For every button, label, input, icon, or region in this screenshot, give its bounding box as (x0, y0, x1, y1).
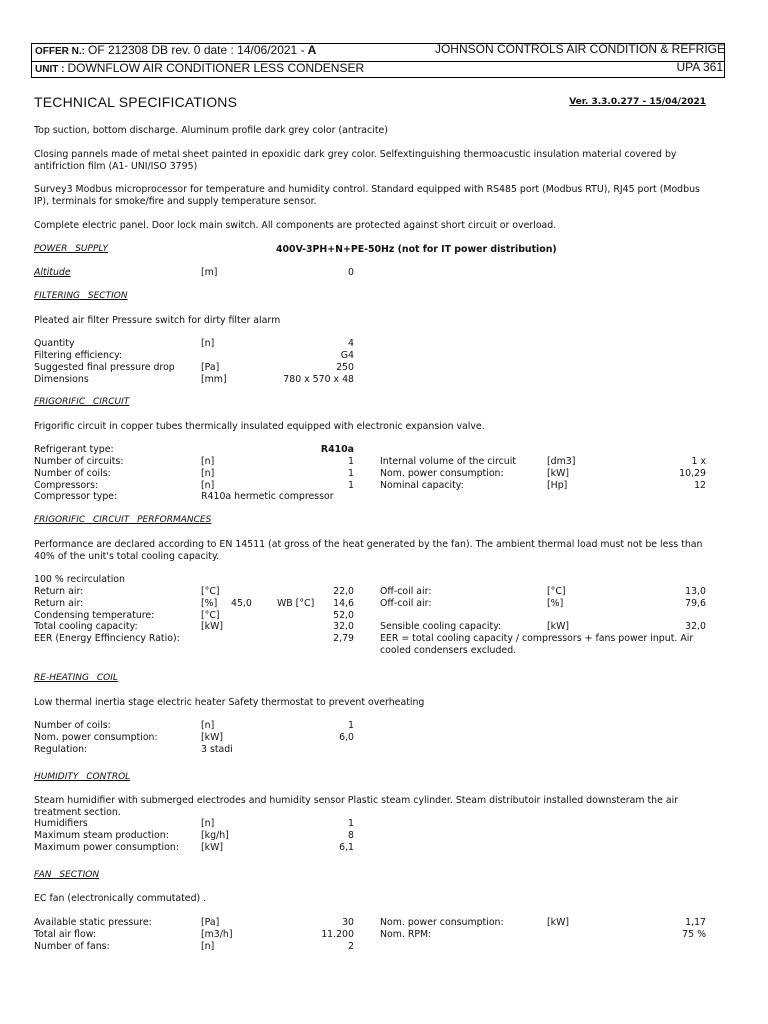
spec-label: Total cooling capacity: (34, 621, 138, 632)
eer-note: EER = total cooling capacity / compressors + fans power input. Air cooled condensers excluded. (380, 633, 694, 656)
section-filtering: FILTERING SECTION (34, 291, 128, 301)
spec-label: Regulation: (34, 744, 88, 755)
spec-unit: [kW] (547, 468, 570, 479)
spec-value: 32,0 (685, 621, 706, 632)
spec-value: 79,6 (685, 598, 706, 609)
spec-value: 1 (348, 456, 354, 467)
spec-unit: [n] (201, 480, 215, 491)
spec-label: Condensing temperature: (34, 610, 155, 621)
spec-unit: [Pa] (201, 362, 220, 373)
spec-label: Nominal capacity: (380, 480, 464, 491)
spec-label: Humidifiers (34, 818, 88, 829)
spec-value: 75 % (682, 929, 706, 940)
spec-unit: [n] (201, 941, 215, 952)
spec-unit: [kW] (547, 621, 570, 632)
spec-unit: [%] (201, 598, 218, 609)
spec-value: 30 (342, 917, 354, 928)
spec-value: 6,0 (339, 732, 354, 743)
wet-bulb-unit: WB [°C] (277, 598, 315, 609)
humidity-description: Steam humidifier with submerged electrodes and humidity sensor Plastic steam cylinder. Steam distributoir installed downsteram the air treatment section. (34, 795, 679, 818)
power-supply-value: 400V-3PH+N+PE-50Hz (not for IT power distribution) (276, 244, 557, 255)
spec-value: 250 (336, 362, 354, 373)
spec-label: Refrigerant type: (34, 444, 114, 455)
spec-label: Nom. power consumption: (380, 917, 504, 928)
spec-unit: [n] (201, 720, 215, 731)
spec-value: 10,29 (679, 468, 706, 479)
spec-unit: [dm3] (547, 456, 576, 467)
spec-unit: [kW] (201, 732, 224, 743)
spec-label: Number of circuits: (34, 456, 124, 467)
return-air-humidity: 45,0 (231, 598, 252, 609)
intro-paragraph: Closing pannels made of metal sheet painted in epoxidic dark grey color. Selfextinguishing thermoacustic insulation material covered by antifriction film (A1- UNI/ISO 3795) (34, 149, 677, 172)
section-reheating-coil: RE-HEATING COIL (34, 673, 118, 683)
section-performances: FRIGORIFIC CIRCUIT PERFORMANCES (34, 515, 212, 525)
spec-label: Compressors: (34, 480, 99, 491)
filtering-description: Pleated air filter Pressure switch for dirty filter alarm (34, 315, 281, 326)
spec-label: Return air: (34, 598, 84, 609)
spec-label: Available static pressure: (34, 917, 152, 928)
spec-label: Off-coil air: (380, 598, 432, 609)
spec-value: 6,1 (339, 842, 354, 853)
frigorific-description: Frigorific circuit in copper tubes thermically insulated equipped with electronic expansion valve. (34, 421, 485, 432)
spec-unit: [%] (547, 598, 564, 609)
spec-unit: [n] (201, 456, 215, 467)
altitude-label: Altitude (34, 267, 71, 278)
spec-label: Maximum power consumption: (34, 842, 179, 853)
altitude-unit: [m] (201, 267, 218, 278)
spec-unit: [kW] (547, 917, 570, 928)
spec-value: G4 (340, 350, 354, 361)
offer-value: OF 212308 DB rev. 0 date : 14/06/2021 - (87, 43, 305, 57)
spec-label: Off-coil air: (380, 586, 432, 597)
spec-value: 52,0 (333, 610, 354, 621)
offer-line (35, 45, 316, 58)
spec-value: 22,0 (333, 586, 354, 597)
spec-unit: [m3/h] (201, 929, 233, 940)
page-title: TECHNICAL SPECIFICATIONS (34, 94, 238, 110)
spec-value: 14,6 (333, 598, 354, 609)
spec-label: Number of coils: (34, 720, 111, 731)
spec-value: 1 (348, 818, 354, 829)
company-name: JOHNSON CONTROLS AIR CONDITION & REFRIGE (434, 42, 725, 56)
spec-label: Nom. power consumption: (34, 732, 158, 743)
section-frigorific-circuit: FRIGORIFIC CIRCUIT (34, 397, 130, 407)
performances-description: Performance are declared according to EN 14511 (at gross of the heat generated by the fan). The ambient thermal load must not be less than 40% of the unit's total cooling capacity. (34, 539, 703, 562)
spec-value: 1 x (691, 456, 706, 467)
version-label: Ver. 3.3.0.277 - 15/04/2021 (569, 97, 706, 107)
spec-unit: [n] (201, 468, 215, 479)
model-name: UPA 361 (676, 60, 723, 74)
spec-label: Number of coils: (34, 468, 111, 479)
spec-label: Internal volume of the circuit (380, 456, 516, 467)
intro-paragraph: Complete electric panel. Door lock main switch. All components are protected against short circuit or overload. (34, 220, 557, 231)
spec-unit: [°C] (201, 610, 220, 621)
spec-unit: [n] (201, 818, 215, 829)
spec-value: 780 x 570 x 48 (283, 374, 354, 385)
unit-label: UNIT : (35, 64, 65, 75)
intro-paragraph: Top suction, bottom discharge. Aluminum profile dark grey color (antracite) (34, 125, 388, 136)
section-fan: FAN SECTION (34, 870, 100, 880)
spec-unit: [mm] (201, 374, 227, 385)
fan-description: EC fan (electronically commutated) . (34, 893, 207, 904)
refrigerant-value: R410a (320, 444, 354, 455)
spec-label: Filtering efficiency: (34, 350, 123, 361)
compressor-type-value: R410a hermetic compressor (201, 491, 334, 502)
spec-value: 1 (348, 468, 354, 479)
unit-value: DOWNFLOW AIR CONDITIONER LESS CONDENSER (67, 61, 365, 75)
spec-value: 1,17 (685, 917, 706, 928)
spec-unit: [Pa] (201, 917, 220, 928)
spec-unit: [°C] (547, 586, 566, 597)
spec-label: Suggested final pressure drop (34, 362, 175, 373)
spec-label: EER (Energy Effinciency Ratio): (34, 633, 180, 644)
section-power-supply: POWER SUPPLY (34, 244, 109, 254)
spec-value: 4 (348, 338, 354, 349)
regulation-value: 3 stadi (201, 744, 233, 755)
section-humidity-control: HUMIDITY CONTROL (34, 772, 131, 782)
spec-value: 1 (348, 720, 354, 731)
spec-unit: [°C] (201, 586, 220, 597)
spec-unit: [Hp] (547, 480, 568, 491)
spec-unit: [kW] (201, 842, 224, 853)
spec-unit: [n] (201, 338, 215, 349)
reheating-description: Low thermal inertia stage electric heater Safety thermostat to prevent overheating (34, 697, 425, 708)
spec-label: Maximum steam production: (34, 830, 169, 841)
spec-label: Number of fans: (34, 941, 110, 952)
spec-value: 13,0 (685, 586, 706, 597)
spec-value: 1 (348, 480, 354, 491)
spec-label: Nom. power consumption: (380, 468, 504, 479)
spec-value: 12 (694, 480, 706, 491)
spec-label: Quantity (34, 338, 75, 349)
spec-unit: [kg/h] (201, 830, 229, 841)
spec-value: 2 (348, 941, 354, 952)
offer-revision: A (307, 43, 317, 57)
spec-label: Dimensions (34, 374, 89, 385)
recirculation-label: 100 % recirculation (34, 574, 125, 585)
spec-label: Compressor type: (34, 491, 118, 502)
spec-unit: [kW] (201, 621, 224, 632)
spec-value: 8 (348, 830, 354, 841)
intro-paragraph: Survey3 Modbus microprocessor for temperature and humidity control. Standard equipped with RS485 port (Modbus RTU), RJ45 port (Modbus IP), terminals for smoke/fire and supply temperature sensor. (34, 184, 700, 207)
spec-value: 11.200 (321, 929, 354, 940)
spec-value: 2,79 (333, 633, 354, 644)
spec-label: Return air: (34, 586, 84, 597)
altitude-value: 0 (348, 267, 354, 278)
spec-value: 32,0 (333, 621, 354, 632)
spec-label: Total air flow: (34, 929, 97, 940)
spec-label: Nom. RPM: (380, 929, 432, 940)
offer-label: OFFER N.: (35, 46, 85, 57)
spec-label: Sensible cooling capacity: (380, 621, 502, 632)
unit-line (35, 63, 364, 76)
